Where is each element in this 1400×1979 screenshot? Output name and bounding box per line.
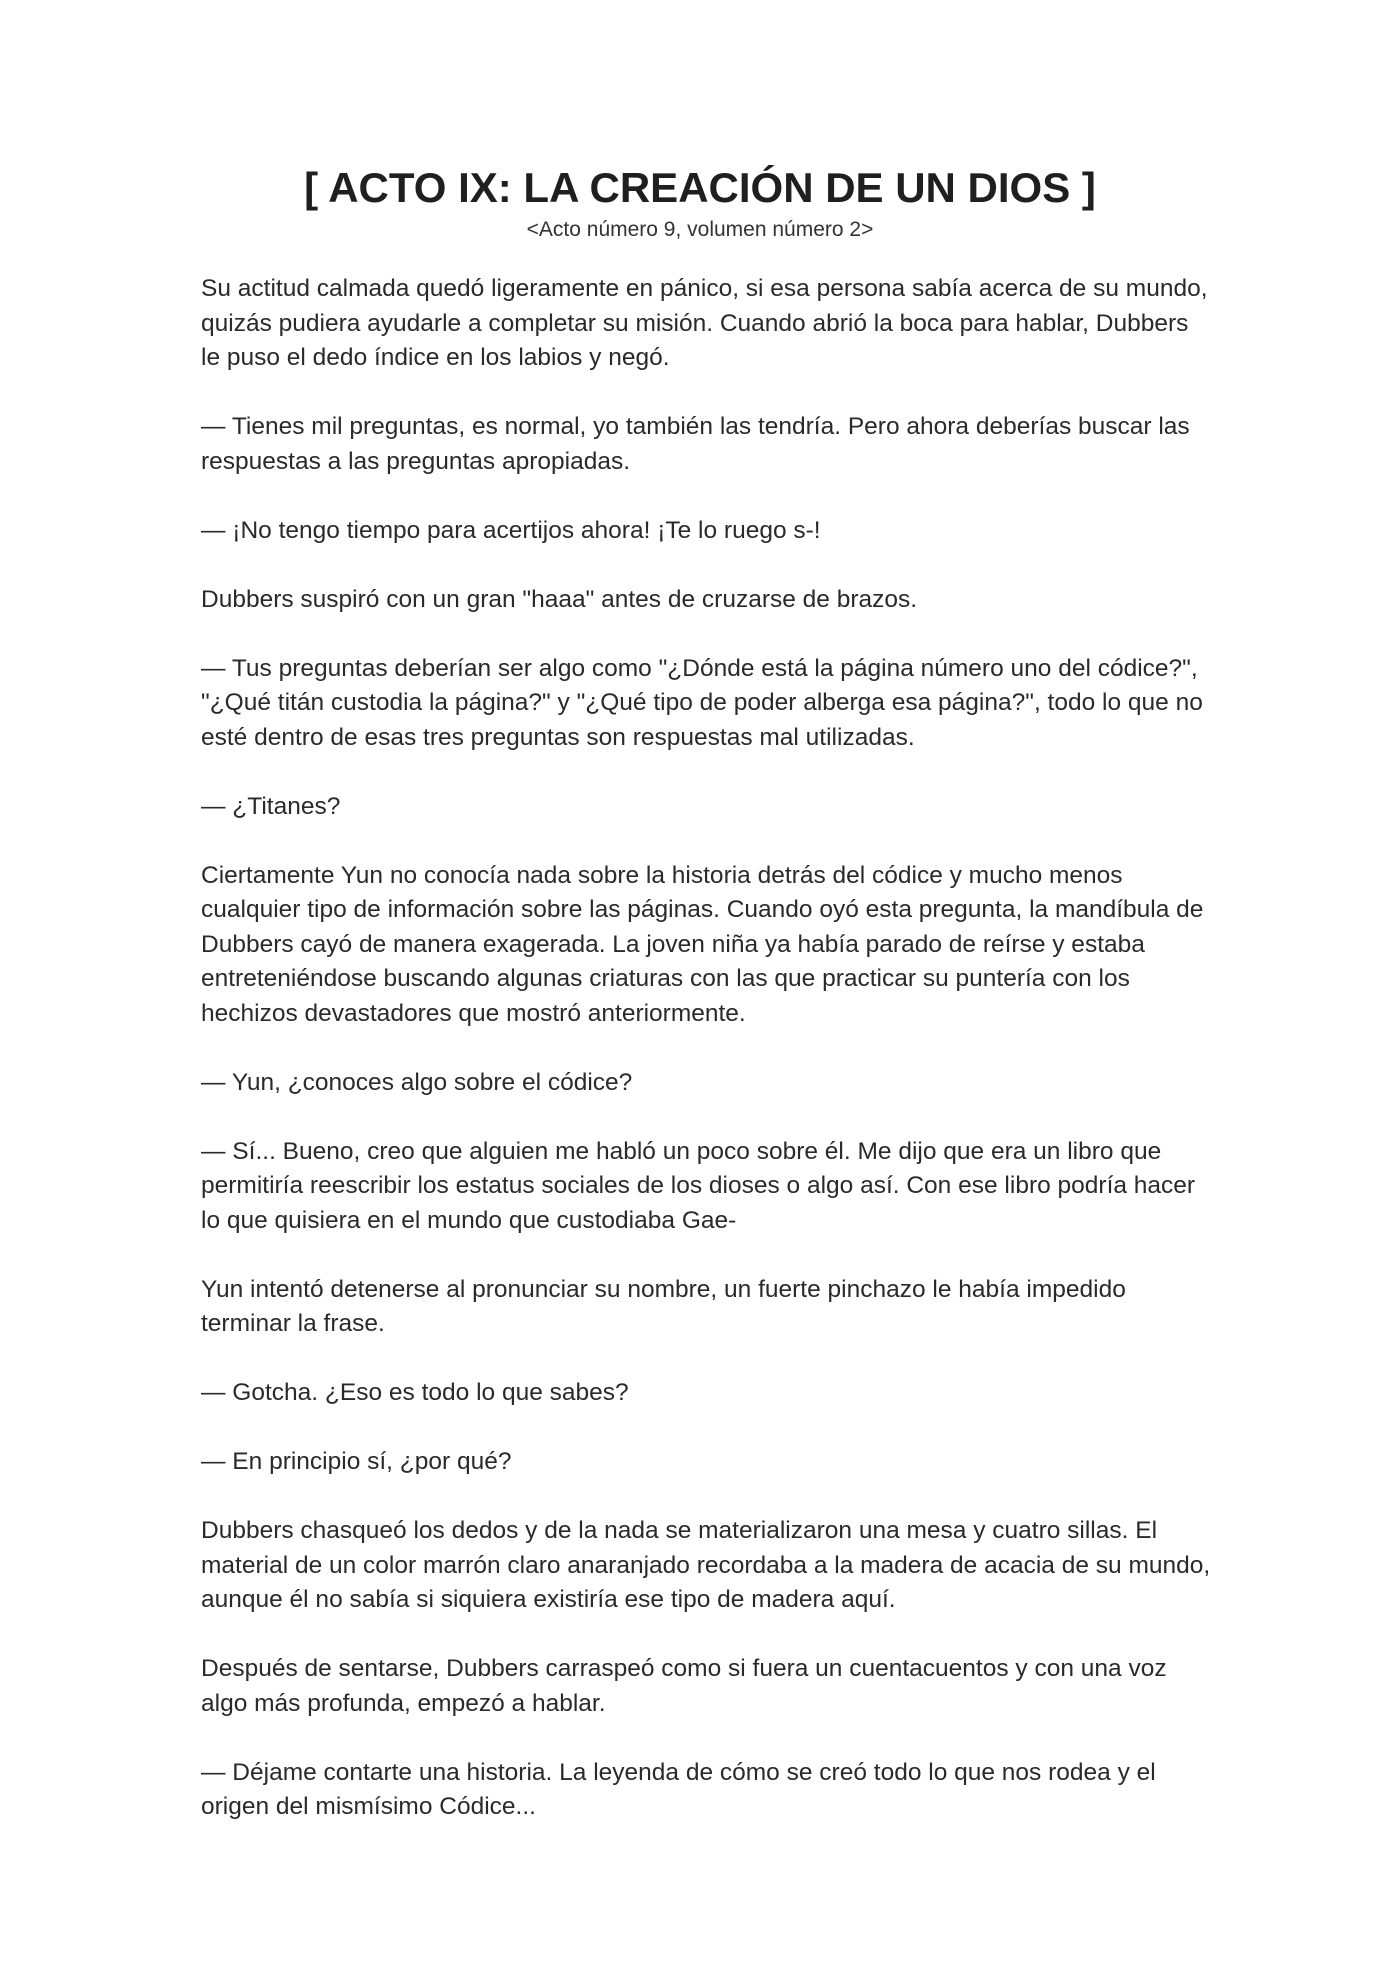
paragraph: — Gotcha. ¿Eso es todo lo que sabes? <box>201 1379 629 1406</box>
paragraph: Dubbers suspiró con un gran "haaa" antes de cruzarse de brazos. <box>201 585 918 613</box>
paragraph: Yun intentó detenerse al pronunciar su nombre, un fuerte pinchazo le había impedido terminar la frase. <box>201 1275 1126 1337</box>
paragraph: — Sí... Bueno, creo que alguien me habló un poco sobre él. Me dijo que era un libro que permitiría reescribir los estatus sociales de los dioses o algo así. Con ese libro podría hacer lo que quisiera en el mundo que custodiaba Gae- <box>201 1137 1196 1234</box>
chapter-subtitle: <Acto número 9, volumen número 2> <box>526 218 874 241</box>
paragraph: Después de sentarse, Dubbers carraspeó como si fuera un cuentacuentos y con una voz algo más profunda, empezó a hablar. <box>201 1655 1167 1717</box>
paragraph: — Tus preguntas deberían ser algo como "¿Dónde está la página número uno del códice?", "¿Qué titán custodia la página?" y "¿Qué tipo de poder alberga esa página?", todo lo que no esté dentro de esas tres preguntas son respuestas mal utilizadas. <box>201 654 1203 751</box>
paragraph: Dubbers chasqueó los dedos y de la nada se materializaron una mesa y cuatro sillas. El material de un color marrón claro anaranjado recordaba a la madera de acacia de su mundo, aunque él no sabía si siquiera existiría ese tipo de madera aquí. <box>201 1517 1211 1613</box>
paragraph: Su actitud calmada quedó ligeramente en pánico, si esa persona sabía acerca de su mundo, quizás pudiera ayudarle a completar su misión. Cuando abrió la boca para hablar, Dubbers le puso el dedo índice en los labios y negó. <box>201 275 1208 371</box>
chapter-body <box>201 272 1211 1859</box>
paragraph: — Yun, ¿conoces algo sobre el códice? <box>201 1068 633 1096</box>
paragraph: — ¿Titanes? <box>201 792 341 820</box>
paragraph: Ciertamente Yun no conocía nada sobre la historia detrás del códice y mucho menos cualquier tipo de información sobre las páginas. Cuando oyó esta pregunta, la mandíbula de Dubbers cayó de manera exagerada. La joven niña ya había parado de reírse y estaba entreteniéndose buscando algunas criaturas con las que practicar su puntería con los hechizos devastadores que mostró anteriormente. <box>201 861 1204 1027</box>
paragraph: — En principio sí, ¿por qué? <box>201 1448 512 1475</box>
paragraph: — Déjame contarte una historia. La leyenda de cómo se creó todo lo que nos rodea y el origen del mismísimo Códice... <box>201 1758 1156 1820</box>
paragraph: — Tienes mil preguntas, es normal, yo también las tendría. Pero ahora deberías buscar las respuestas a las preguntas apropiadas. <box>201 413 1190 475</box>
chapter-title: [ ACTO IX: LA CREACIÓN DE UN DIOS ] <box>304 164 1096 211</box>
paragraph: — ¡No tengo tiempo para acertijos ahora! ¡Te lo ruego s-! <box>201 516 821 544</box>
